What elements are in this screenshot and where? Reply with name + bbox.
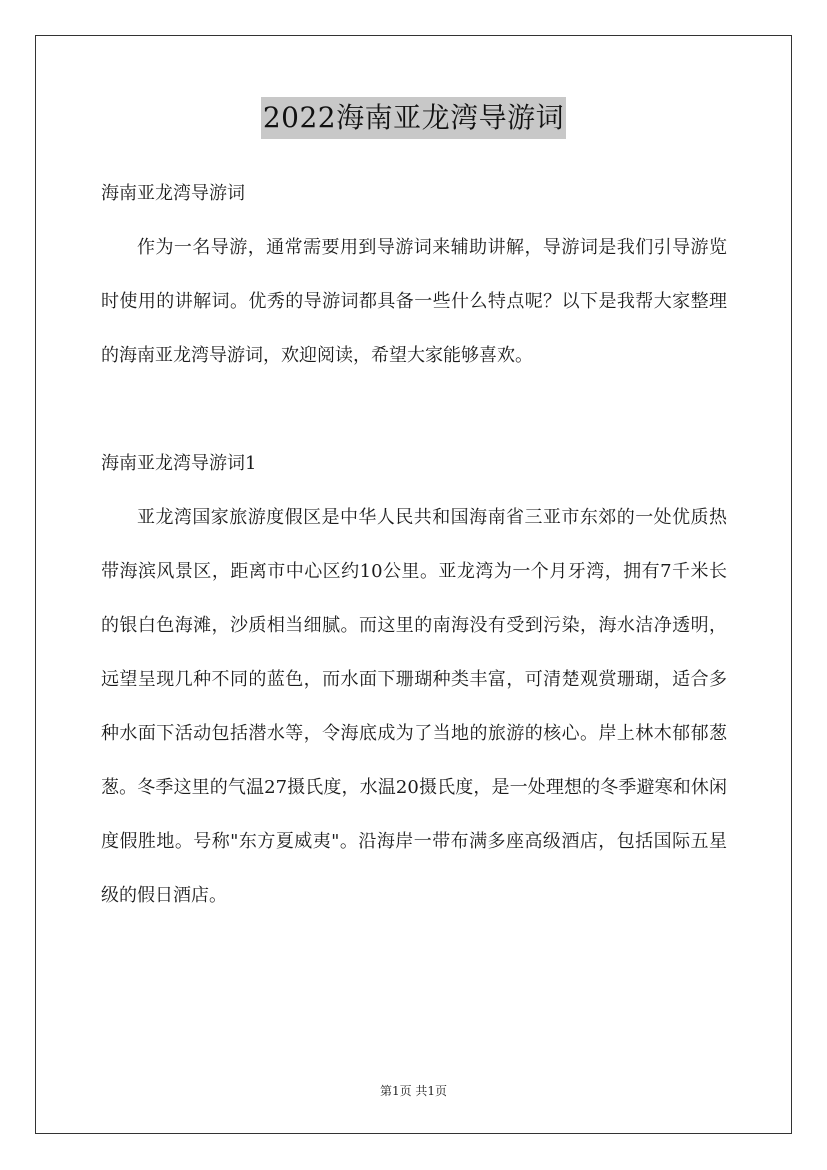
title-container xyxy=(0,97,827,139)
section-paragraph: 亚龙湾国家旅游度假区是中华人民共和国海南省三亚市东郊的一处优质热带海滨风景区，距离市中心区约10公里。亚龙湾为一个月牙湾，拥有7千米长的银白色海滩，沙质相当细腻。而这里的南海没有受到污染，海水洁净透明，远望呈现几种不同的蓝色，而水面下珊瑚种类丰富，可清楚观赏珊瑚，适合多种水面下活动包括潜水等，令海底成为了当地的旅游的核心。岸上林木郁郁葱葱。冬季这里的气温27摄氏度，水温20摄氏度，是一处理想的冬季避寒和休闲度假胜地。号称"东方夏威夷"。沿海岸一带布满多座高级酒店，包括国际五星级的假日酒店。 xyxy=(101,507,727,906)
spacer xyxy=(101,383,727,437)
section-heading: 海南亚龙湾导游词1 xyxy=(101,453,257,474)
document-body xyxy=(101,167,727,923)
document-title: 2022海南亚龙湾导游词 xyxy=(261,97,566,139)
page-footer: 第1页 共1页 xyxy=(379,1084,448,1098)
intro-paragraph: 作为一名导游，通常需要用到导游词来辅助讲解，导游词是我们引导游览时使用的讲解词。优秀的导游词都具备一些什么特点呢？以下是我帮大家整理的海南亚龙湾导游词，欢迎阅读，希望大家能够喜欢。 xyxy=(101,237,727,366)
intro-heading: 海南亚龙湾导游词 xyxy=(101,183,245,204)
